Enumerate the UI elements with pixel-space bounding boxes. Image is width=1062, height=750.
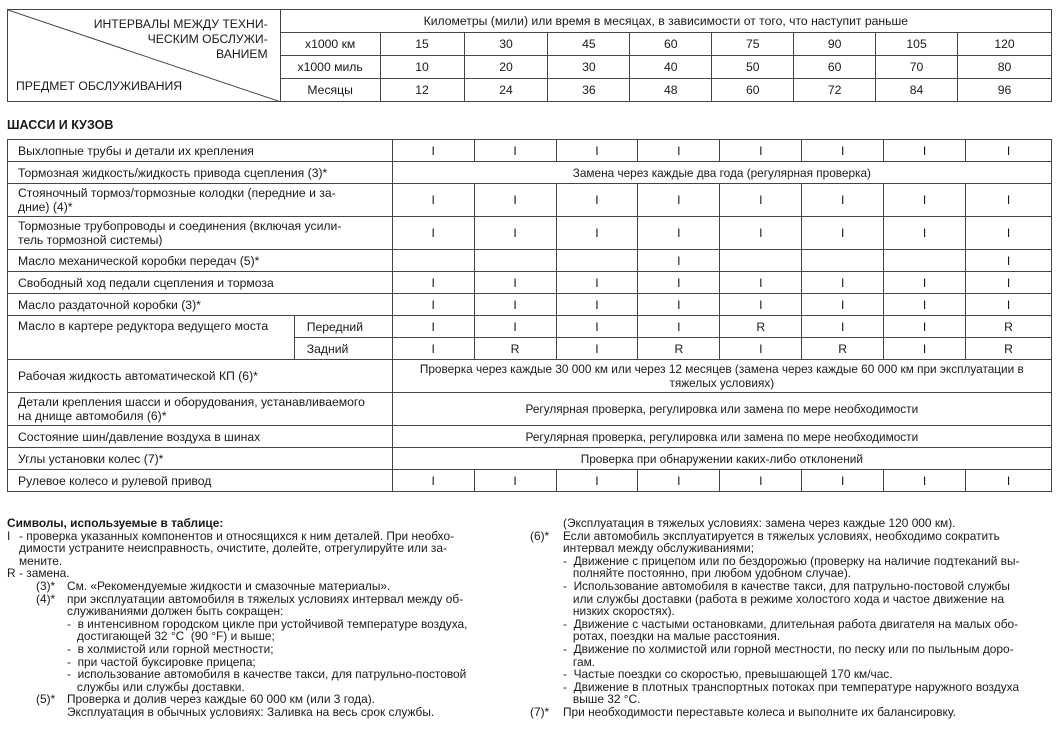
interval-value: 105 (876, 33, 958, 56)
schedule-cell: I (638, 140, 720, 162)
interval-value: 45 (548, 33, 630, 56)
schedule-cell: I (802, 470, 884, 492)
service-item-name: Углы установки колес (7)* (8, 448, 393, 470)
schedule-cell: I (556, 294, 638, 316)
note-6-bullet: - Частые поездки со скоростью, превышающей 170 км/час. (563, 667, 893, 682)
service-item-name: Масло раздаточной коробки (3)* (8, 294, 393, 316)
service-item-name: Стояночный тормоз/тормозные колодки (передние и за- дние) (4)* (8, 184, 393, 217)
interval-value: 50 (712, 56, 794, 79)
schedule-cell: I (638, 184, 720, 217)
schedule-cell (802, 250, 884, 272)
schedule-cell: I (392, 217, 474, 250)
legend-left (7, 517, 517, 719)
interval-value: 72 (794, 79, 876, 102)
note-6-mark: (6)* (530, 528, 550, 543)
interval-value: 96 (958, 79, 1052, 102)
service-item-name: Свободный ход педали сцепления и тормоза (8, 272, 393, 294)
schedule-cell: I (802, 316, 884, 338)
schedule-cell: I (966, 272, 1052, 294)
table-row (8, 184, 1052, 217)
table-row (8, 448, 1052, 470)
service-item-name: Масло в картере редуктора ведущего моста (8, 316, 295, 360)
interval-value: 60 (794, 56, 876, 79)
schedule-cell: I (720, 217, 802, 250)
interval-value: 70 (876, 56, 958, 79)
interval-value: 10 (380, 56, 464, 79)
note-6-bullet: - Движение с частыми остановками, длительная работа двигателя на малых обо- ротах, поездки на малые расстояния. (563, 616, 1019, 644)
interval-value: 15 (380, 33, 464, 56)
legend-title: Символы, используемые в таблице: (7, 516, 224, 530)
schedule-cell: I (556, 272, 638, 294)
schedule-cell: I (556, 470, 638, 492)
schedule-cell: I (720, 294, 802, 316)
note-7-mark: (7)* (530, 704, 550, 719)
schedule-cell: I (884, 316, 966, 338)
note-4-bullet: - в интенсивном городском цикле при устойчивой температуре воздуха, достигающей 32 °C (90 °F) и выше; (67, 616, 468, 644)
schedule-cell: I (474, 470, 556, 492)
schedule-cell: I (556, 184, 638, 217)
schedule-cell: I (556, 217, 638, 250)
interval-value: 80 (958, 56, 1052, 79)
schedule-span-note: Проверка через каждые 30 000 км или через 12 месяцев (замена через каждые 60 000 км при эксплуатации в тяжелых условиях) (392, 360, 1051, 393)
schedule-cell: I (556, 338, 638, 360)
table-row (8, 360, 1052, 393)
schedule-cell: I (392, 294, 474, 316)
schedule-span-note: Замена через каждые два года (регулярная проверка) (392, 162, 1051, 184)
interval-value: 24 (464, 79, 548, 102)
schedule-cell: I (392, 470, 474, 492)
note-4-bullet: - при частой буксировке прицепа; (67, 654, 256, 669)
schedule-cell: I (474, 217, 556, 250)
table-row (8, 217, 1052, 250)
schedule-cell: I (392, 184, 474, 217)
interval-value: 60 (630, 33, 712, 56)
note-5-mark: (5)* (36, 692, 56, 707)
schedule-cell: I (966, 250, 1052, 272)
note-3-text: См. «Рекомендуемые жидкости и смазочные материалы». (67, 578, 391, 593)
schedule-cell: I (884, 338, 966, 360)
interval-unit-label: x1000 миль (280, 56, 380, 79)
schedule-cell: I (802, 272, 884, 294)
schedule-cell: I (720, 272, 802, 294)
note-7-text: При необходимости переставьте колеса и выполните их балансировку. (563, 704, 956, 719)
schedule-cell: I (638, 217, 720, 250)
service-item-name: Масло механической коробки передач (5)* (8, 250, 393, 272)
schedule-cell: I (474, 272, 556, 294)
schedule-cell: R (474, 338, 556, 360)
schedule-cell (556, 250, 638, 272)
interval-value: 30 (464, 33, 548, 56)
note-6-bullet: - Движение с прицепом или по бездорожью (проверку на наличие подтеканий вы- полняйте постоянно, при любом удобном случае). (563, 553, 1020, 581)
note-6-bullet: - Движение по холмистой или горной местности, по песку или по пыльным доро- гам. (563, 641, 1014, 669)
schedule-cell: I (966, 470, 1052, 492)
interval-value: 120 (958, 33, 1052, 56)
schedule-cell: I (966, 140, 1052, 162)
schedule-cell: I (474, 140, 556, 162)
schedule-cell: I (966, 217, 1052, 250)
schedule-cell: I (638, 250, 720, 272)
schedule-cell: R (966, 338, 1052, 360)
symbol-r: R (7, 566, 16, 581)
schedule-span-note: Проверка при обнаружении каких-либо отклонений (392, 448, 1051, 470)
interval-unit-label: x1000 км (280, 33, 380, 56)
symbol-i: I (7, 528, 11, 543)
header-diagonal-cell (8, 10, 281, 102)
schedule-cell: I (884, 272, 966, 294)
table-row (8, 426, 1052, 448)
interval-value: 75 (712, 33, 794, 56)
interval-unit-label: Месяцы (280, 79, 380, 102)
symbol-i-text: - проверка указанных компонентов и относящихся к ним деталей. При необхо- димости устраните неисправность, очистите, долейте, отрегулируйте или за- мените. (19, 528, 455, 568)
note-4-text: при эксплуатации автомобиля в тяжелых условиях интервал между об- служиваниями должен быть сокращен: (67, 591, 464, 619)
schedule-cell: I (884, 294, 966, 316)
service-item-name: Рулевое колесо и рулевой привод (8, 470, 393, 492)
note-4-bullet: - в холмистой или горной местности; (67, 641, 274, 656)
schedule-cell: I (392, 272, 474, 294)
interval-value: 36 (548, 79, 630, 102)
service-item-name: Рабочая жидкость автоматической КП (6)* (8, 360, 393, 393)
schedule-cell: R (966, 316, 1052, 338)
schedule-cell: I (392, 338, 474, 360)
schedule-cell: I (802, 217, 884, 250)
interval-value: 60 (712, 79, 794, 102)
schedule-cell: I (966, 294, 1052, 316)
interval-value: 84 (876, 79, 958, 102)
interval-value: 48 (630, 79, 712, 102)
symbol-r-text: - замена. (19, 566, 70, 581)
interval-value: 90 (794, 33, 876, 56)
schedule-span-note: Регулярная проверка, регулировка или замена по мере необходимости (392, 393, 1051, 426)
intervals-label: ИНТЕРВАЛЫ МЕЖДУ ТЕХНИ- ЧЕСКИМ ОБСЛУЖИ- ВАНИЕМ (93, 17, 268, 61)
table-row (8, 272, 1052, 294)
schedule-cell: I (556, 316, 638, 338)
schedule-cell: I (474, 316, 556, 338)
schedule-span-note: Регулярная проверка, регулировка или замена по мере необходимости (392, 426, 1051, 448)
service-item-label: ПРЕДМЕТ ОБСЛУЖИВАНИЯ (16, 79, 183, 93)
table-row (8, 294, 1052, 316)
schedule-cell: I (474, 294, 556, 316)
schedule-cell: I (392, 316, 474, 338)
service-item-name: Детали крепления шасси и оборудования, устанавливаемого на днище автомобиля (6)* (8, 393, 393, 426)
service-item-name: Состояние шин/давление воздуха в шинах (8, 426, 393, 448)
interval-header-table (7, 9, 1052, 102)
schedule-cell (884, 250, 966, 272)
interval-caption: Километры (мили) или время в месяцах, в зависимости от того, что наступит раньше (280, 10, 1051, 33)
schedule-cell: R (720, 316, 802, 338)
table-row (8, 316, 1052, 338)
schedule-cell (392, 250, 474, 272)
interval-value: 40 (630, 56, 712, 79)
table-row (8, 162, 1052, 184)
sub-item-label: Передний (294, 316, 392, 338)
interval-value: 12 (380, 79, 464, 102)
note-6-text: Если автомобиль эксплуатируется в тяжелых условиях, необходимо сократить интервал между обслуживаниями; (563, 528, 1000, 556)
table-row (8, 470, 1052, 492)
schedule-cell: I (638, 470, 720, 492)
schedule-cell: I (638, 294, 720, 316)
schedule-cell: I (474, 184, 556, 217)
note-5-text: Проверка и долив через каждые 60 000 км (или 3 года). Эксплуатация в обычных условиях: Заливка на весь срок службы. (67, 692, 435, 719)
table-row (8, 393, 1052, 426)
schedule-cell: I (556, 140, 638, 162)
schedule-cell: I (720, 184, 802, 217)
note-4-mark: (4)* (36, 591, 56, 606)
schedule-cell (474, 250, 556, 272)
schedule-cell: I (884, 184, 966, 217)
schedule-cell: I (720, 338, 802, 360)
chassis-body-table (7, 139, 1052, 492)
schedule-cell: I (720, 140, 802, 162)
note-3-mark: (3)* (36, 578, 56, 593)
schedule-cell: I (884, 140, 966, 162)
schedule-cell: I (884, 470, 966, 492)
note-5-continued: (Эксплуатация в тяжелых условиях: замена через каждые 120 000 км). (563, 516, 956, 530)
service-item-name: Тормозная жидкость/жидкость привода сцепления (3)* (8, 162, 393, 184)
table-row (8, 250, 1052, 272)
schedule-cell: I (802, 294, 884, 316)
interval-value: 30 (548, 56, 630, 79)
schedule-cell (720, 250, 802, 272)
schedule-cell: I (802, 140, 884, 162)
schedule-cell: I (720, 470, 802, 492)
schedule-cell: I (638, 272, 720, 294)
service-item-name: Выхлопные трубы и детали их крепления (8, 140, 393, 162)
interval-value: 20 (464, 56, 548, 79)
schedule-cell: I (802, 184, 884, 217)
section-title: ШАССИ И КУЗОВ (7, 118, 114, 132)
note-6-bullet: - Движение в плотных транспортных потоках при температуре наружного воздуха выше 32 °C. (563, 679, 1020, 707)
schedule-cell: I (966, 184, 1052, 217)
service-item-name: Тормозные трубопроводы и соединения (включая усили- тель тормозной системы) (8, 217, 393, 250)
schedule-cell: R (638, 338, 720, 360)
schedule-cell: R (802, 338, 884, 360)
legend-right (530, 517, 1058, 719)
note-6-bullet: - Использование автомобиля в качестве такси, для патрульно-постовой службы или службы доставки (работа в режиме холостого хода и частое движение на низких скоростях). (563, 578, 1010, 619)
schedule-cell: I (884, 217, 966, 250)
sub-item-label: Задний (294, 338, 392, 360)
note-4-bullet: - использование автомобиля в качестве такси, для патрульно-постовой службы или службы доставки. (67, 667, 467, 694)
table-row (8, 140, 1052, 162)
schedule-cell: I (392, 140, 474, 162)
schedule-cell: I (638, 316, 720, 338)
